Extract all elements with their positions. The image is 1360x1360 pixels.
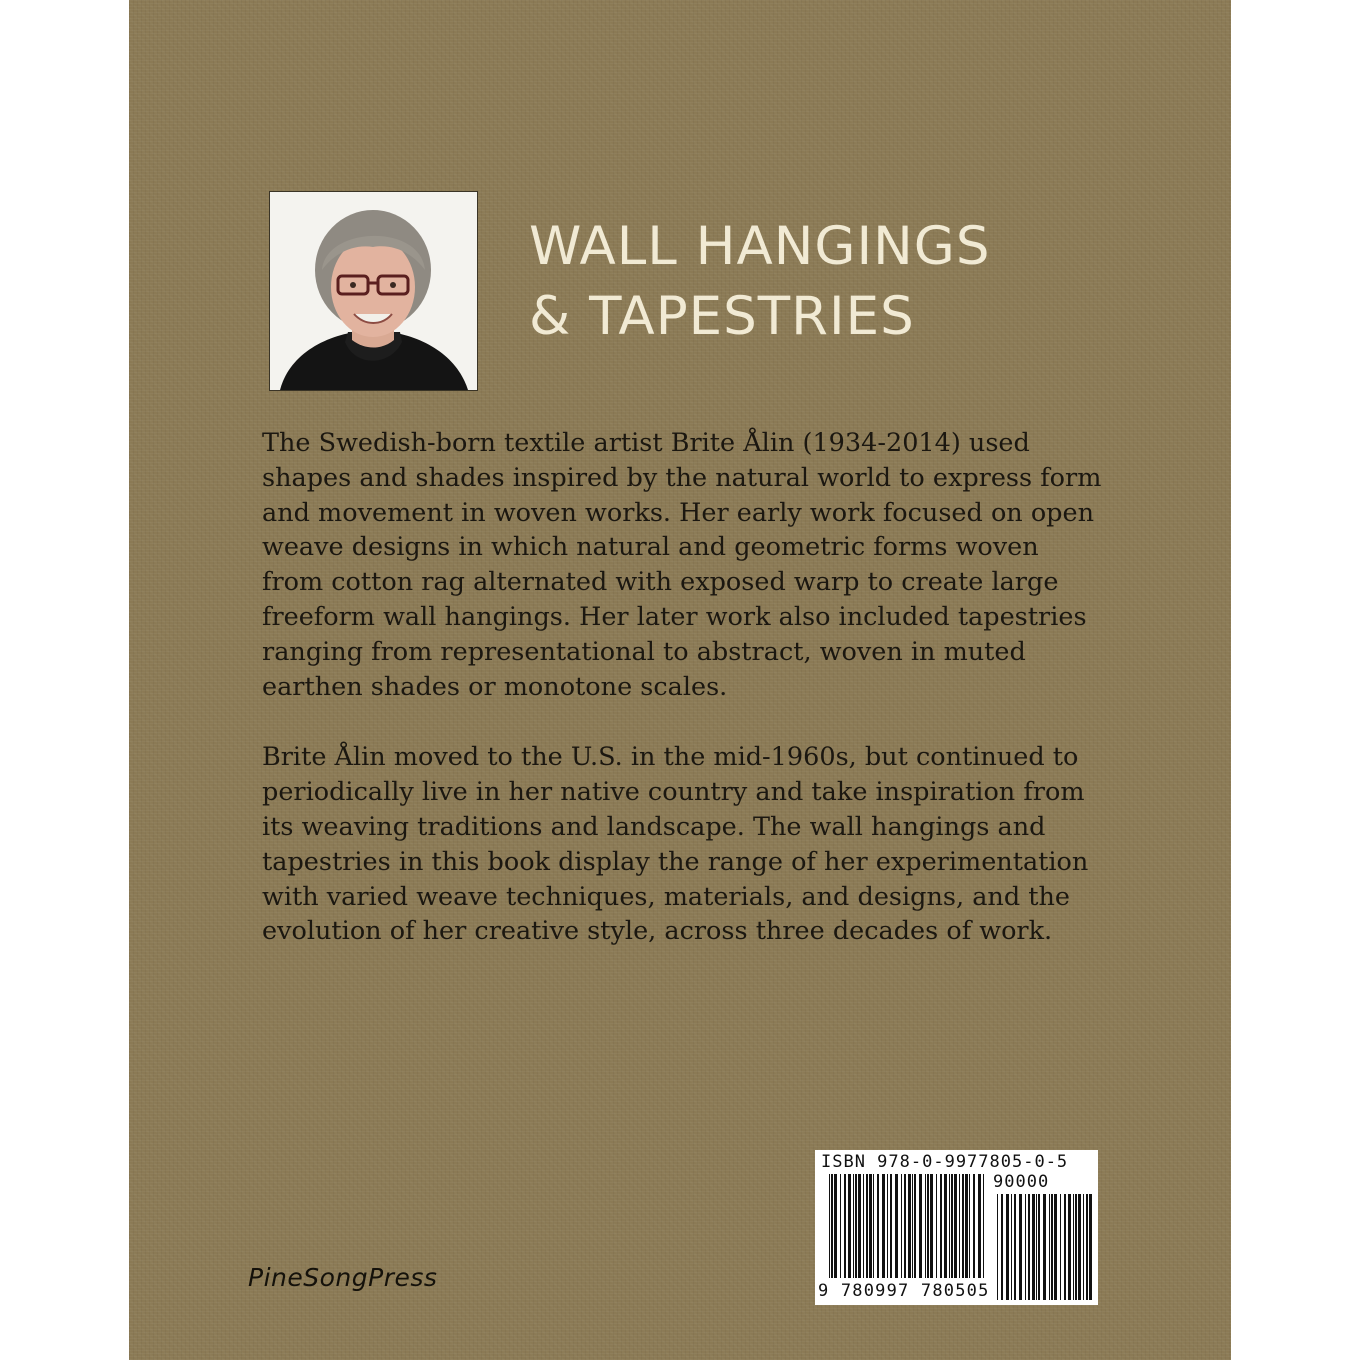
barcode-bar xyxy=(1028,1194,1030,1300)
barcode-bar xyxy=(978,1174,981,1278)
barcode-bar xyxy=(940,1174,942,1278)
barcode-bar xyxy=(863,1174,864,1278)
barcode-bar xyxy=(840,1174,841,1278)
barcode-bar xyxy=(1032,1194,1035,1300)
text-line: with varied weave techniques, materials, and designs, and the xyxy=(262,881,1071,912)
barcode-bar xyxy=(936,1174,937,1278)
barcode-bar xyxy=(949,1174,950,1278)
barcode-bar xyxy=(829,1174,830,1278)
barcode-bar xyxy=(914,1174,916,1278)
author-photo xyxy=(269,191,478,391)
barcode-bar xyxy=(973,1174,975,1278)
barcode-bar xyxy=(834,1174,837,1278)
barcode-bar xyxy=(983,1174,984,1278)
title-line-1: WALL HANGINGS xyxy=(529,216,991,277)
barcode-bar xyxy=(869,1174,872,1278)
barcode-bar xyxy=(1075,1194,1077,1300)
barcode-bar xyxy=(908,1174,911,1278)
text-line: freeform wall hangings. Her later work also included tapestries xyxy=(262,601,1087,632)
barcode-bar xyxy=(1025,1194,1026,1300)
text-line: earthen shades or monotone scales. xyxy=(262,671,728,702)
barcode-bar xyxy=(1078,1194,1081,1300)
barcode-bar xyxy=(890,1174,892,1278)
barcode-bar xyxy=(1073,1194,1074,1300)
author-portrait-image xyxy=(270,192,477,390)
barcode-bar xyxy=(965,1174,968,1278)
barcode-bar xyxy=(1049,1194,1050,1300)
barcode-bar xyxy=(848,1174,851,1278)
barcode-bar xyxy=(1064,1194,1066,1300)
text-line: its weaving traditions and landscape. The wall hangings and xyxy=(262,811,1046,842)
isbn-label: ISBN 978-0-9977805-0-5 xyxy=(821,1152,1069,1172)
barcode-bar xyxy=(1014,1194,1016,1300)
barcode-bar xyxy=(904,1174,906,1278)
description-paragraph-2 xyxy=(262,740,1089,949)
barcode-bar xyxy=(1011,1194,1012,1300)
text-line: Brite Ålin moved to the U.S. in the mid-1960s, but continued to xyxy=(262,742,1079,773)
barcode-bar xyxy=(962,1174,964,1278)
barcode-bar xyxy=(895,1174,898,1278)
isbn-barcode xyxy=(815,1150,1098,1305)
barcode-bar xyxy=(969,1174,970,1278)
text-line: from cotton rag alternated with exposed warp to create large xyxy=(262,567,1059,598)
text-line: ranging from representational to abstract, woven in muted xyxy=(262,636,1026,667)
text-line: weave designs in which natural and geometric forms woven xyxy=(262,532,1039,563)
barcode-bar xyxy=(925,1174,926,1278)
description-paragraph-1 xyxy=(262,426,1102,704)
barcode-bar xyxy=(1068,1194,1071,1300)
barcode-bar xyxy=(1086,1194,1088,1300)
barcode-bar xyxy=(1043,1194,1046,1300)
book-title xyxy=(529,212,1129,352)
barcode-bar xyxy=(1036,1194,1037,1300)
barcode-bar xyxy=(1019,1194,1022,1300)
barcode-bar xyxy=(997,1194,998,1300)
barcode-bar xyxy=(1006,1194,1009,1300)
barcode-bar xyxy=(1089,1194,1092,1300)
barcode-bar xyxy=(882,1174,885,1278)
barcode-bar xyxy=(1001,1194,1003,1300)
book-back-cover xyxy=(129,0,1231,1360)
barcode-addon: 90000 xyxy=(993,1172,1050,1192)
text-line: shapes and shades inspired by the natural world to express form xyxy=(262,462,1102,493)
barcode-bar xyxy=(858,1174,861,1278)
barcode-bar xyxy=(844,1174,846,1278)
barcode-bar xyxy=(954,1174,957,1278)
barcode-bar xyxy=(831,1174,833,1278)
barcode-bar xyxy=(959,1174,960,1278)
text-line: evolution of her creative style, across three decades of work. xyxy=(262,916,1053,947)
text-line: and movement in woven works. Her early work focused on open xyxy=(262,497,1095,528)
title-line-2: & TAPESTRIES xyxy=(529,286,915,347)
barcode-bar xyxy=(927,1174,929,1278)
barcode-bar xyxy=(901,1174,902,1278)
text-line: periodically live in her native country and take inspiration from xyxy=(262,777,1085,808)
text-line: The Swedish-born textile artist Brite Ålin (1934-2014) used xyxy=(262,428,1030,458)
barcode-bar xyxy=(1038,1194,1040,1300)
book-description xyxy=(262,426,1102,985)
publisher-logo: PineSongPress xyxy=(248,1263,438,1292)
barcode-bar xyxy=(887,1174,888,1278)
text-line: tapestries in this book display the range of her experimentation xyxy=(262,846,1089,877)
barcode-bar xyxy=(951,1174,953,1278)
barcode-bar xyxy=(1060,1194,1061,1300)
barcode-bar xyxy=(919,1174,922,1278)
barcode-digits: 9 780997 780505 xyxy=(818,1281,990,1301)
barcode-bar xyxy=(930,1174,933,1278)
barcode-bar xyxy=(1051,1194,1053,1300)
barcode-bar xyxy=(944,1174,947,1278)
barcode-bar xyxy=(1083,1194,1084,1300)
barcode-bar xyxy=(873,1174,874,1278)
barcode-bar xyxy=(877,1174,879,1278)
barcode-bar xyxy=(853,1174,854,1278)
barcode-bar xyxy=(866,1174,868,1278)
barcode-bar xyxy=(1054,1194,1057,1300)
barcode-bar xyxy=(855,1174,857,1278)
barcode-bar xyxy=(912,1174,913,1278)
